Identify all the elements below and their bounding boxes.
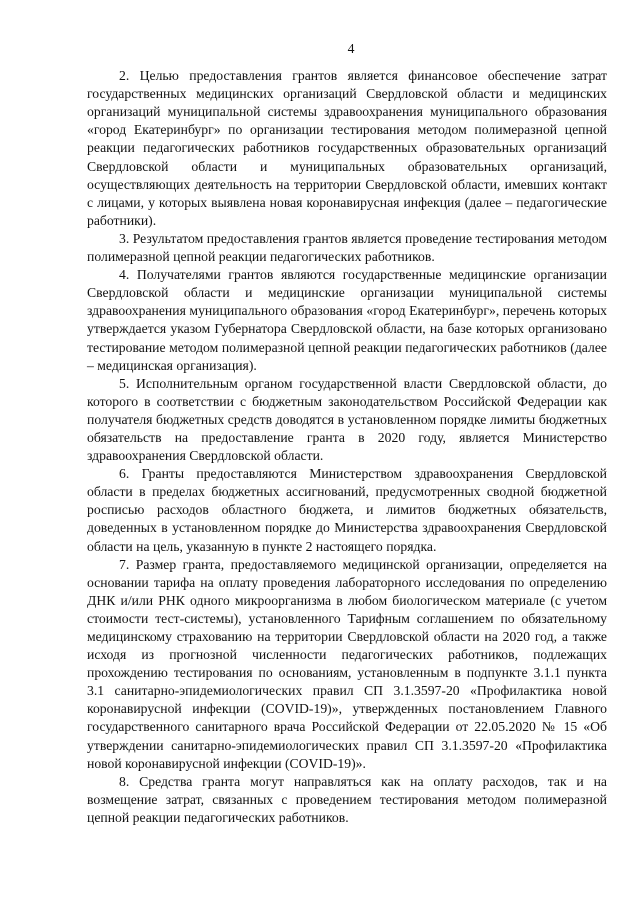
page-number: 4 [347, 41, 355, 56]
paragraph-4-grant-recipients: 4. Получателями грантов являются государственные медицинские организации Свердловской области и медицинские организации муниципальной системы здравоохранения муниципального образования «город Екатеринбург», перечень которых утверждается указом Губернатора Свердловской области, на базе которых организовано тестирование методом полимеразной цепной реакции педагогических работников (далее – медицинская организация). [87, 267, 607, 373]
paragraph-2-grant-purpose: 2. Целью предоставления грантов является финансовое обеспечение затрат государственных медицинских организаций Свердловской области и медицинских организаций муниципальной системы здравоохранения муниципального образования «город Екатеринбург» по организации тестирования методом полимеразной цепной реакции педагогических работников государственных образовательных организаций Свердловской области и муниципальных образовательных организаций, осуществляющих деятельность на территории Свердловской области, имевших контакт с лицами, у которых выявлена новая коронавирусная инфекция (далее – педагогические работники). [87, 68, 607, 228]
paragraph-6-grant-provision: 6. Гранты предоставляются Министерством здравоохранения Свердловской области в пределах бюджетных ассигнований, предусмотренных сводной бюджетной росписью расходов областного бюджета, и лимитов бюджетных обязательств, доведенных в установленном порядке до Министерства здравоохранения Свердловской области на цель, указанную в пункте 2 настоящего порядка. [87, 466, 607, 554]
paragraph-3-grant-result: 3. Результатом предоставления грантов является проведение тестирования методом полимеразной цепной реакции педагогических работников. [87, 230, 607, 265]
paragraph-7-grant-amount: 7. Размер гранта, предоставляемого медицинской организации, определяется на основании тарифа на оплату проведения лабораторного исследования по определению ДНК и/или РНК одного микроорганизма в любом биологическом материале (с учетом стоимости тест-системы), установленного Тарифным соглашением по обязательному медицинскому страхованию на территории Свердловской области на 2020 год, а также исходя из прогнозной численности педагогических работников, подлежащих прохождению тестирования по основаниям, установленным в подпункте 3.1.1 пункта 3.1 санитарно-эпидемиологических правил СП 3.1.3597-20 «Профилактика новой коронавирусной инфекции (COVID-19)», утвержденных постановлением Главного государственного санитарного врача Российской Федерации от 22.05.2020 № 15 «Об утверждении санитарно-эпидемиологических правил СП 3.1.3597-20 «Профилактика новой коронавирусной инфекции (COVID-19)». [87, 556, 607, 771]
paragraph-5-executive-body: 5. Исполнительным органом государственной власти Свердловской области, до которого в соответствии с бюджетным законодательством Российской Федерации как получателя бюджетных средств доводятся в установленном порядке лимиты бюджетных обязательств на предоставление гранта в 2020 году, является Министерство здравоохранения Свердловской области. [87, 375, 607, 464]
paragraph-8-grant-usage: 8. Средства гранта могут направляться как на оплату расходов, так и на возмещение затрат, связанных с проведением тестирования методом полимеразной цепной реакции педагогических работников. [87, 773, 607, 825]
document-page [87, 40, 607, 827]
